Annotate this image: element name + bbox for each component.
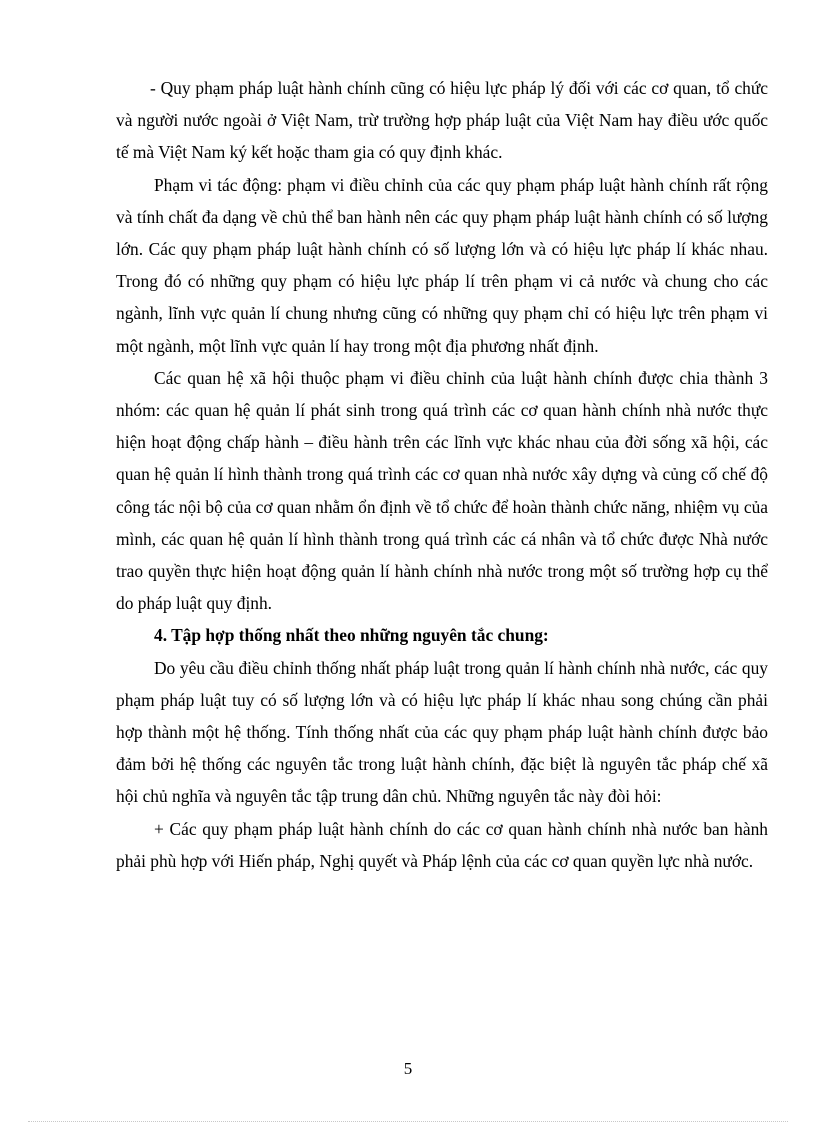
paragraph-unified-principles: Do yêu cầu điều chỉnh thống nhất pháp luật trong quản lí hành chính nhà nước, các quy phạm pháp luật tuy có số lượng lớn và có hiệu lực pháp lí khác nhau song chúng cần phải hợp thành một hệ thống. Tính thống nhất của các quy phạm pháp luật hành chính được bảo đảm bởi hệ thống các nguyên tắc trong luật hành chính, đặc biệt là nguyên tắc pháp chế xã hội chủ nghĩa và nguyên tắc tập trung dân chủ. Những nguyên tắc này đòi hỏi: (116, 657, 768, 807)
page-number: 5 (403, 1059, 413, 1078)
footer-divider (28, 1121, 788, 1122)
page-body (116, 72, 768, 877)
paragraph-constitution-compliance: + Các quy phạm pháp luật hành chính do các cơ quan hành chính nhà nước ban hành phải phù hợp với Hiến pháp, Nghị quyết và Pháp lệnh của các cơ quan quyền lực nhà nước. (116, 818, 768, 871)
paragraph-scope-of-effect: Phạm vi tác động: phạm vi điều chỉnh của các quy phạm pháp luật hành chính rất rộng và tính chất đa dạng về chủ thể ban hành nên các quy phạm pháp luật hành chính có số lượng lớn. Các quy phạm pháp luật hành chính có số lượng lớn và có hiệu lực pháp lí khác nhau. Trong đó có những quy phạm có hiệu lực pháp lí trên phạm vi cả nước và chung cho các ngành, lĩnh vực quản lí chung nhưng cũng có những quy phạm chỉ có hiệu lực trên phạm vi một ngành, một lĩnh vực quản lí hay trong một địa phương nhất định. (116, 174, 768, 356)
section-heading: 4. Tập hợp thống nhất theo những nguyên tắc chung: (154, 625, 549, 646)
paragraph-social-relations: Các quan hệ xã hội thuộc phạm vi điều chỉnh của luật hành chính được chia thành 3 nhóm: các quan hệ quản lí phát sinh trong quá trình các cơ quan hành chính nhà nước thực hiện hoạt động chấp hành – điều hành trên các lĩnh vực khác nhau của đời sống xã hội, các quan hệ quản lí hình thành trong quá trình các cơ quan nhà nước xây dựng và củng cố chế độ công tác nội bộ của cơ quan nhằm ổn định về tổ chức để hoàn thành chức năng, nhiệm vụ của mình, các quan hệ quản lí hình thành trong quá trình các cá nhân và tổ chức được Nhà nước trao quyền thực hiện hoạt động quản lí hành chính nhà nước trong một số trường hợp cụ thể do pháp luật quy định. (116, 367, 768, 614)
paragraph-foreign-entities: - Quy phạm pháp luật hành chính cũng có hiệu lực pháp lý đối với các cơ quan, tổ chức và người nước ngoài ở Việt Nam, trừ trường hợp pháp luật của Việt Nam hay điều ước quốc tế mà Việt Nam ký kết hoặc tham gia có quy định khác. (116, 78, 768, 163)
